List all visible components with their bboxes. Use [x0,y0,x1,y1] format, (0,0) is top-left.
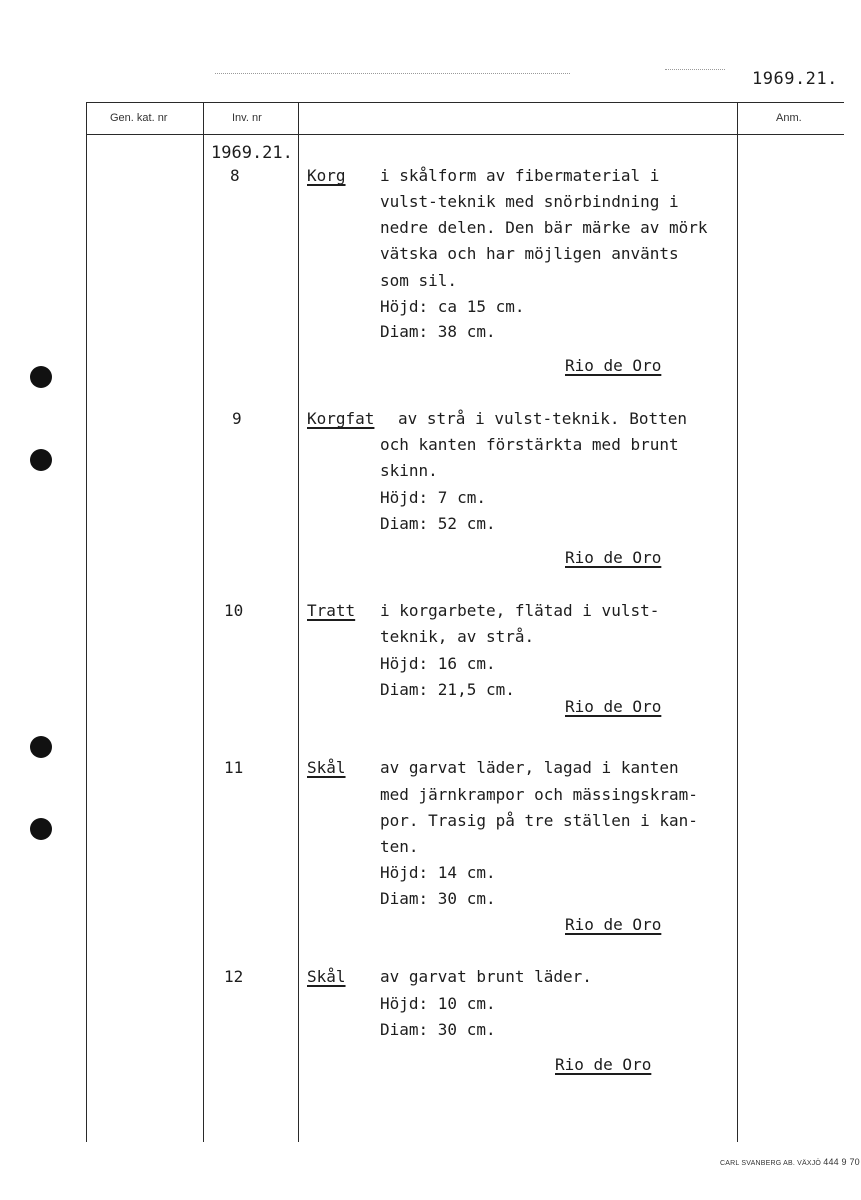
entry-place: Rio de Oro [565,548,662,567]
entry-line: av garvat läder, lagad i kanten [380,758,679,777]
entry-line: med järnkrampor och mässingskram- [380,785,698,804]
column-divider [203,102,204,1142]
header-gen-kat-nr: Gen. kat. nr [110,112,168,124]
entry-object-name: Korgfat [307,409,375,428]
entry-number: 12 [224,967,244,986]
column-divider [737,102,738,1142]
printer-name: CARL SVANBERG AB. VÄXJÖ [720,1160,822,1167]
entry-line: i korgarbete, flätad i vulst- [380,601,660,620]
entry-number: 8 [230,166,240,185]
entry-line: av garvat brunt läder. [380,967,592,986]
entry-line: ten. [380,837,419,856]
accession-number: 1969.21. [211,143,293,163]
entry-place: Rio de Oro [555,1055,652,1074]
entry-diameter: Diam: 30 cm. [380,889,496,908]
header-inv-nr: Inv. nr [232,112,262,124]
entry-height: Höjd: 14 cm. [380,863,496,882]
entry-number: 11 [224,758,244,777]
entry-number: 10 [224,601,244,620]
punch-hole [30,366,52,388]
column-divider [86,102,87,1142]
entry-object-name: Korg [307,166,346,185]
entry-line: i skålform av fibermaterial i [380,166,660,185]
entry-object-name: Skål [307,967,346,986]
entry-diameter: Diam: 52 cm. [380,514,496,533]
entry-height: Höjd: 10 cm. [380,994,496,1013]
entry-line: nedre delen. Den bär märke av mörk [380,218,708,237]
entry-line: por. Trasig på tre ställen i kan- [380,811,698,830]
entry-diameter: Diam: 38 cm. [380,322,496,341]
entry-diameter: Diam: 21,5 cm. [380,680,515,699]
dotted-guide-line [215,73,570,74]
punch-hole [30,818,52,840]
entry-height: Höjd: 16 cm. [380,654,496,673]
entry-line: teknik, av strå. [380,627,535,646]
printer-imprint [720,1157,860,1167]
entry-object-name: Tratt [307,601,356,620]
table-top-rule [86,102,844,103]
entry-line: vätska och har möjligen använts [380,244,679,263]
card-reference-number: 1969.21. [752,69,838,89]
entry-line: som sil. [380,271,458,290]
entry-number: 9 [232,409,242,428]
entry-diameter: Diam: 30 cm. [380,1020,496,1039]
header-anm: Anm. [776,112,802,124]
entry-height: Höjd: 7 cm. [380,488,486,507]
entry-object-name: Skål [307,758,346,777]
entry-place: Rio de Oro [565,356,662,375]
entry-line: vulst-teknik med snörbindning i [380,192,679,211]
punch-hole [30,449,52,471]
dotted-guide-line [665,69,725,70]
entry-place: Rio de Oro [565,697,662,716]
entry-line: och kanten förstärkta med brunt [380,435,679,454]
entry-line: av strå i vulst-teknik. Botten [398,409,687,428]
form-number: 444 9 70 [823,1157,860,1167]
entry-height: Höjd: ca 15 cm. [380,297,525,316]
column-divider [298,102,299,1142]
table-header-rule [86,134,844,135]
punch-hole [30,736,52,758]
entry-line: skinn. [380,461,438,480]
entry-place: Rio de Oro [565,915,662,934]
